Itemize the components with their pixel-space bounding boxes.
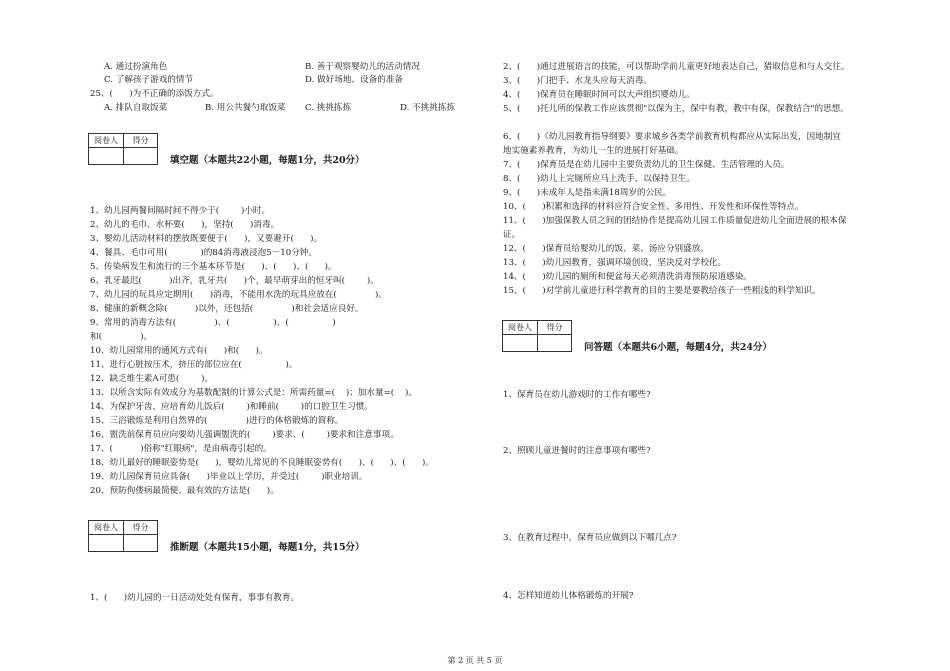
list-item: 7、( )保育员是在幼儿园中主要负责幼儿的卫生保健、生活管理的人员。 bbox=[503, 160, 790, 170]
list-item: 1、( )幼儿园的一日活动处处有保育，事事有教育。 bbox=[90, 593, 300, 603]
list-item: 11、进行心脏按压术，挤压的部位应在( )。 bbox=[90, 360, 298, 370]
score-label: 得分 bbox=[132, 523, 149, 532]
list-item: 3、在教育过程中，保育员应做到以下哪几点? bbox=[503, 533, 677, 543]
list-item: 16、盥洗前保育员应向要幼儿强调盥洗的( )要求、( )要求和注意事项。 bbox=[90, 430, 399, 440]
choice-option-b: B. 善于观察婴幼儿的活动情况 bbox=[305, 62, 420, 72]
question-25: 25、( )为不正确的添饭方式。 bbox=[90, 89, 219, 99]
list-item: 18、幼儿最好的睡眠姿势是( )，婴幼儿常见的不良睡眠姿势有( )、( )、( )。 bbox=[90, 458, 434, 468]
list-item: 10、( )积累和选择的材料应符合安全性、多用性、开发性和环保性等特点。 bbox=[503, 202, 804, 212]
list-item: 4、怎样知道幼儿体格锻炼的开展? bbox=[503, 591, 634, 601]
list-item: 9、常用的消毒方法有( )、( )、( ) bbox=[90, 318, 336, 328]
q25-option-c: C. 挑挑拣拣 bbox=[305, 103, 352, 113]
list-item: 6、( )《幼儿园教育指导纲要》要求城乡各类学前教育机构都应从实际出发，因地制宜 bbox=[503, 132, 841, 142]
score-box-qa bbox=[502, 320, 572, 352]
list-item: 4、( )保育员在睡眠时间可以大声组织婴幼儿。 bbox=[503, 90, 695, 100]
section-title-fill: 填空题（本题共22小题，每题1分，共20分） bbox=[170, 155, 365, 166]
list-item: 3、婴幼儿活动材料的摆放既要便于( )，又要避开( )。 bbox=[90, 234, 323, 244]
list-item: 8、( )幼儿上完厕所应马上洗手，以保持卫生。 bbox=[503, 174, 695, 184]
score-label: 得分 bbox=[132, 136, 149, 145]
page-number: 第 2 页 共 5 页 bbox=[447, 656, 503, 665]
list-item: 9、( )未成年人是指未满18周岁的公民。 bbox=[503, 188, 672, 198]
q25-option-a: A. 排队自取饭菜 bbox=[104, 103, 168, 113]
scorer-label: 阅卷人 bbox=[94, 523, 118, 532]
list-item: 14、( )幼儿园的厕所和便盆每天必须清洗消毒预防尿道感染。 bbox=[503, 272, 752, 282]
list-item: 地实施素养教育，为幼儿一生的进展打好基础。 bbox=[503, 146, 684, 156]
list-item: 3、( )门把手、水龙头应每天消毒。 bbox=[503, 76, 652, 86]
list-item: 13、( )幼儿园教育，强调环境创设，坚决反对学校化。 bbox=[503, 258, 727, 268]
section-title-judge: 推断题（本题共15小题，每题1分，共15分） bbox=[170, 542, 365, 553]
list-item: 5、传染病发生和流行的三个基本环节是( )、( )、( )。 bbox=[90, 262, 337, 272]
list-item: 6、乳牙最迟( )出齐，乳牙共( )个，最早萌芽出的恒牙叫( )。 bbox=[90, 276, 379, 286]
list-item: 10、幼儿园常用的通风方式有( )和( )。 bbox=[90, 346, 268, 356]
list-item: 8、健康的新概念除( )以外，还包括( )和社会适应良好。 bbox=[90, 304, 364, 314]
score-label: 得分 bbox=[546, 323, 563, 332]
list-item: 2、幼儿的毛巾、水杯要( )，坚持( )消毒。 bbox=[90, 220, 280, 230]
list-item: 15、( )对学前儿童进行科学教育的目的主要是要教给孩子一些粗浅的科学知识。 bbox=[503, 286, 821, 296]
list-item: 7、幼儿园的玩具应定期用( )消毒，不能用水洗的玩具应放在( )。 bbox=[90, 290, 387, 300]
scorer-label: 阅卷人 bbox=[94, 136, 118, 145]
list-item: 12、( )保育员给婴幼儿的饭、菜、汤应分别盛放。 bbox=[503, 244, 709, 254]
list-item: 证。 bbox=[503, 230, 521, 240]
scorer-label: 阅卷人 bbox=[508, 323, 532, 332]
list-item: 17、( )俗称"红眼病"，是由病毒引起的。 bbox=[90, 444, 272, 454]
list-item: 1、幼儿园两餐间隔时间不得少于( )小时。 bbox=[90, 206, 271, 216]
section-title-qa: 问答题（本题共6小题，每题4分，共24分） bbox=[584, 342, 772, 353]
q25-option-d: D. 不挑挑拣拣 bbox=[400, 103, 456, 113]
choice-option-c: C. 了解孩子游戏的情节 bbox=[104, 75, 194, 85]
choice-option-a: A. 通过扮演角色 bbox=[104, 62, 168, 72]
list-item: 1、保育员在幼儿游戏时的工作有哪些? bbox=[503, 390, 651, 400]
list-item: 2、照顾儿童进餐时的注意事项有哪些? bbox=[503, 446, 651, 456]
list-item: 5、( )托儿所的保教工作应该贯彻"以保为主，保中有教，教中有保，保教结合"的思想。 bbox=[503, 104, 849, 114]
list-item: 13、以所含实际有效成分为基数配制的计算公式是：所需药量=( )；加水量=( )。 bbox=[90, 388, 418, 398]
list-item: 14、为保护牙齿，应培育幼儿饭后( )和睡前( )的口腔卫生习惯。 bbox=[90, 402, 373, 412]
list-item: 20、预防佝偻病最简便、最有效的方法是( )。 bbox=[90, 486, 279, 496]
choice-option-d: D. 做好场地、设备的准备 bbox=[305, 75, 403, 85]
list-item: 2、( )通过进展语言的技能，可以帮助学前儿童更好地表达自己，猎取信息和与人交往。 bbox=[503, 62, 850, 72]
score-box-judge bbox=[88, 520, 158, 552]
q25-option-b: B. 用公共餐勺取饭菜 bbox=[205, 103, 286, 113]
list-item: 19、幼儿园保育员应具备( )毕业以上学历，并受过( )职业培训。 bbox=[90, 472, 368, 482]
list-item: 4、餐具、毛巾可用( )的84消毒液浸泡5－10分钟。 bbox=[90, 248, 317, 258]
list-item: 15、三浴锻炼是利用自然界的( )进行的体格锻炼的简称。 bbox=[90, 416, 344, 426]
list-item: 和( )。 bbox=[90, 332, 153, 342]
list-item: 11、( )加强保教人员之间的团结协作是提高幼儿园工作质量促进幼儿全面进展的根本保 bbox=[503, 216, 847, 226]
score-box-fill bbox=[88, 133, 158, 165]
list-item: 12、缺乏维生素A可患( )。 bbox=[90, 374, 214, 384]
